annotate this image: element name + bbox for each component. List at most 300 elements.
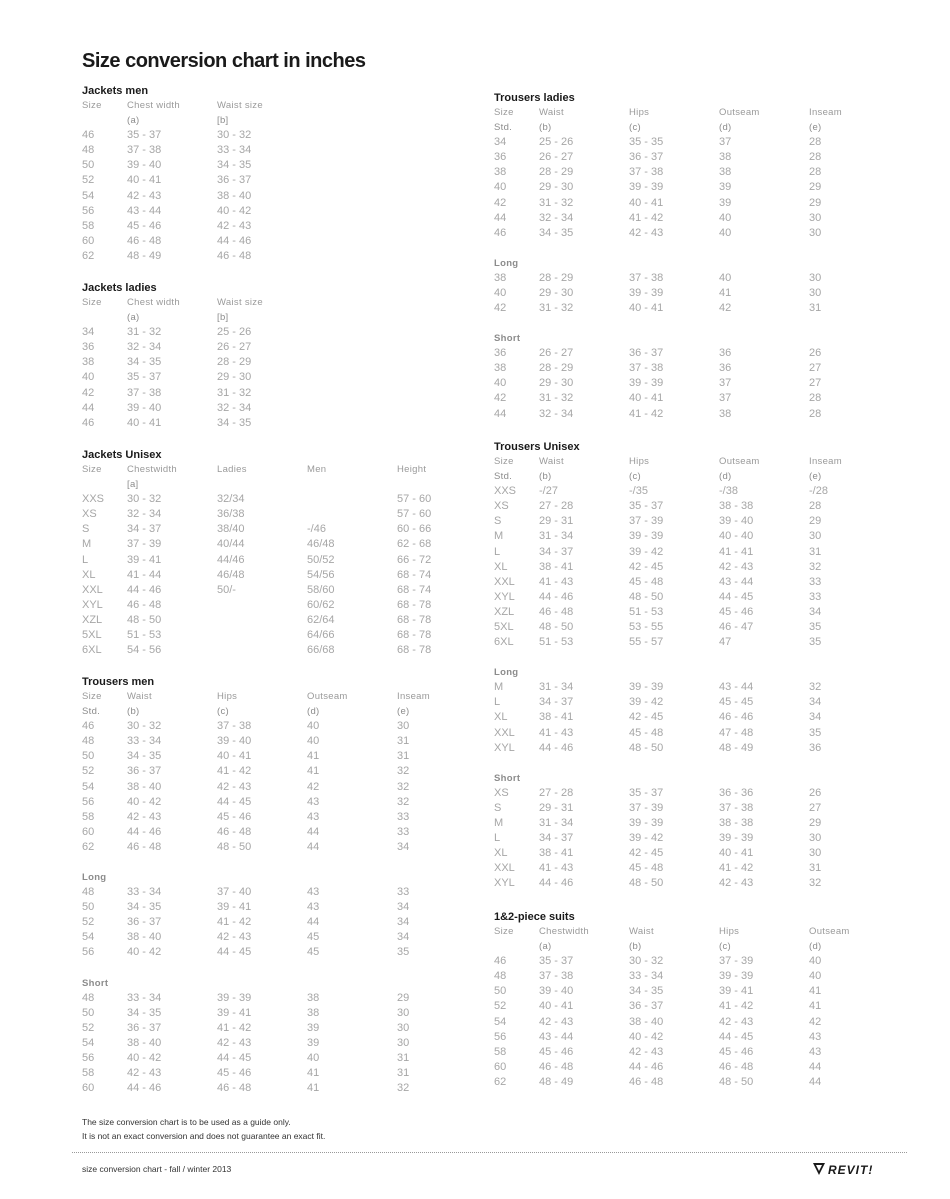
table-cell: 29 (397, 991, 410, 1004)
table-cell: 28 - 29 (539, 362, 574, 375)
table-cell: 29 - 30 (539, 181, 574, 194)
table-row (82, 795, 462, 810)
table-cell: 30 - 32 (629, 955, 664, 968)
table-cell: 50/- (217, 583, 236, 596)
table-cell: 44 (809, 1075, 822, 1088)
table-cell: 40 - 42 (127, 1051, 162, 1064)
table-cell: 44 (809, 1060, 822, 1073)
table-cell: 32 (809, 877, 822, 890)
table-cell: 34 (397, 901, 410, 914)
table-cell: 28 - 29 (539, 166, 574, 179)
table-cell: 38 (494, 271, 507, 284)
table-cell: 36/38 (217, 508, 245, 521)
table-cell: 41 (307, 750, 320, 763)
table-cell: 41 (809, 1000, 822, 1013)
table-cell: 36 - 36 (719, 786, 754, 799)
table-cell: 52 (82, 1021, 95, 1034)
table-row (82, 189, 462, 204)
table-row (82, 764, 462, 779)
table-cell: M (494, 530, 504, 543)
table-cell: 56 (82, 1051, 95, 1064)
table-cell: 43 (809, 1045, 822, 1058)
table-cell: 44 - 45 (719, 590, 754, 603)
table-row (82, 945, 462, 960)
table-cell: 30 (809, 831, 822, 844)
table-cell: 31 (397, 1066, 410, 1079)
table-cell: 36 - 37 (217, 174, 252, 187)
size-section (494, 910, 914, 1090)
table-cell: XXL (494, 575, 515, 588)
table-cell: 43 (307, 810, 320, 823)
table-cell: 27 (809, 377, 822, 390)
table-cell: 45 - 46 (217, 810, 252, 823)
table-cell: 50/52 (307, 553, 335, 566)
table-row (494, 376, 914, 391)
column-header: Hips (217, 691, 238, 702)
table-cell: 46 (494, 226, 507, 239)
column-header: Outseam (307, 691, 348, 702)
table-row (82, 143, 462, 158)
table-cell: 55 - 57 (629, 636, 664, 649)
section-title: Trousers men (82, 676, 155, 688)
table-cell: 37 - 38 (127, 144, 162, 157)
column-header: Outseam (719, 456, 760, 467)
table-cell: 39 - 39 (719, 970, 754, 983)
table-row (494, 1030, 914, 1045)
table-cell: 28 (809, 392, 822, 405)
table-row (494, 831, 914, 846)
table-row (82, 810, 462, 825)
table-cell: 30 (397, 1036, 410, 1049)
table-cell: 30 (809, 286, 822, 299)
table-cell: 39 - 42 (629, 831, 664, 844)
table-cell: 40 - 41 (539, 1000, 574, 1013)
table-cell: 54/56 (307, 568, 335, 581)
column-header: Chestwidth (127, 464, 177, 475)
table-cell: 32 (397, 795, 410, 808)
table-row (82, 825, 462, 840)
column-subheader: (d) (719, 122, 732, 134)
table-cell: 44 (494, 407, 507, 420)
table-cell: 40 - 41 (629, 392, 664, 405)
table-cell: 60 (494, 1060, 507, 1073)
table-cell: 33 - 34 (217, 144, 252, 157)
table-cell: 44 - 46 (539, 741, 574, 754)
table-cell: 54 (82, 780, 95, 793)
table-cell: 40 - 41 (127, 416, 162, 429)
table-cell: 30 (809, 530, 822, 543)
table-cell: 42 - 43 (217, 219, 252, 232)
table-cell: 31 (809, 545, 822, 558)
table-cell: 32 (809, 560, 822, 573)
table-cell: 37 - 38 (629, 271, 664, 284)
table-row (494, 484, 914, 499)
table-cell: M (82, 538, 92, 551)
table-cell: 42 (809, 1015, 822, 1028)
table-cell: 35 (809, 726, 822, 739)
table-cell: 50 (82, 750, 95, 763)
table-cell: 60/62 (307, 598, 335, 611)
table-cell: 31 (809, 862, 822, 875)
table-cell: 41 (307, 765, 320, 778)
table-cell: 68 - 78 (397, 613, 432, 626)
table-cell: 54 - 56 (127, 644, 162, 657)
table-cell: 45 - 48 (629, 862, 664, 875)
table-cell: 47 (719, 636, 732, 649)
column-subheader (82, 310, 127, 325)
column-header: Waist (629, 926, 654, 937)
column-subheader: (b) (629, 941, 642, 953)
table-cell: L (494, 831, 501, 844)
table-cell: 43 (809, 1030, 822, 1043)
table-cell: 32 (397, 765, 410, 778)
table-cell: 26 - 27 (539, 151, 574, 164)
table-cell: S (494, 801, 502, 814)
table-row (494, 226, 914, 241)
table-row (494, 695, 914, 710)
table-cell: 48 (494, 970, 507, 983)
table-row (494, 361, 914, 376)
table-cell: 31 - 34 (539, 816, 574, 829)
table-cell: 34 (809, 605, 822, 618)
table-cell: 36 - 37 (127, 765, 162, 778)
table-row (494, 786, 914, 801)
table-cell: 38 (719, 151, 732, 164)
table-row (82, 128, 462, 143)
table-cell: 46 (82, 720, 95, 733)
table-cell: 28 (809, 500, 822, 513)
table-cell: 42 - 43 (127, 1066, 162, 1079)
table-cell: 29 - 31 (539, 515, 574, 528)
table-cell (217, 613, 307, 628)
table-row (494, 861, 914, 876)
section-title: Jackets Unisex (82, 449, 162, 461)
table-cell: 30 (809, 847, 822, 860)
table-cell: 37 (719, 377, 732, 390)
table-cell: 43 - 44 (539, 1030, 574, 1043)
table-cell: 26 - 27 (217, 341, 252, 354)
table-cell: 30 - 32 (217, 129, 252, 142)
table-cell: -/38 (719, 485, 738, 498)
table-cell: XYL (494, 590, 515, 603)
table-cell: 37 - 39 (629, 515, 664, 528)
table-cell: 43 (307, 886, 320, 899)
table-cell: 6XL (494, 636, 514, 649)
table-cell: 37 - 39 (629, 801, 664, 814)
table-cell: 42 - 45 (629, 847, 664, 860)
group-spacer (82, 961, 462, 976)
group-spacer (494, 650, 914, 665)
column-subheader: (c) (629, 122, 641, 134)
table-cell: 38 - 40 (629, 1015, 664, 1028)
table-cell: 39 - 40 (217, 735, 252, 748)
table-cell: 30 (397, 1006, 410, 1019)
column-header: Size (82, 464, 102, 475)
table-cell: 68 - 78 (397, 598, 432, 611)
table-cell: 41 (719, 286, 732, 299)
table-cell: 52 (494, 1000, 507, 1013)
column-header: Hips (629, 456, 650, 467)
table-cell: 43 - 44 (719, 575, 754, 588)
column-header: Chest width (127, 297, 180, 308)
table-cell: 41 - 44 (127, 568, 162, 581)
logo-text: REVIT! (828, 1163, 874, 1177)
table-cell: 26 (809, 347, 822, 360)
table-cell: 44 (307, 916, 320, 929)
table-cell: 33 - 34 (629, 970, 664, 983)
table-cell: 45 - 46 (539, 1045, 574, 1058)
footer-divider (72, 1152, 907, 1153)
table-cell: 33 (397, 810, 410, 823)
table-cell: 44 (82, 401, 95, 414)
footer-text: size conversion chart - fall / winter 2013 (82, 1164, 232, 1174)
table-cell: 48 - 50 (629, 741, 664, 754)
table-cell: 60 (82, 825, 95, 838)
column-headers (494, 105, 914, 120)
table-row (494, 301, 914, 316)
table-row (494, 391, 914, 406)
table-cell: 40 (307, 720, 320, 733)
table-cell: 25 - 26 (217, 326, 252, 339)
table-cell: 41 - 43 (539, 862, 574, 875)
table-row (494, 726, 914, 741)
table-cell: 56 (82, 795, 95, 808)
table-row (82, 204, 462, 219)
table-cell (217, 628, 307, 643)
column-headers (82, 689, 462, 704)
table-cell: 41 - 43 (539, 726, 574, 739)
table-cell: 34 (397, 931, 410, 944)
table-cell: 34 - 35 (217, 416, 252, 429)
table-cell: 34 (82, 326, 95, 339)
column-header: Chestwidth (539, 926, 589, 937)
column-subheader: (e) (809, 471, 822, 483)
table-cell: 40 (494, 181, 507, 194)
table-cell: 54 (494, 1015, 507, 1028)
column-header: Waist (539, 107, 564, 118)
column-subheader: (b) (539, 471, 552, 483)
table-cell: 38 (719, 407, 732, 420)
table-cell: 40 (809, 970, 822, 983)
group-label: Short (494, 772, 521, 784)
table-cell: 28 (809, 151, 822, 164)
table-cell: 26 (809, 786, 822, 799)
table-cell (217, 643, 307, 658)
table-cell: 28 (809, 136, 822, 149)
table-cell: 53 - 55 (629, 621, 664, 634)
table-cell: 42 - 43 (539, 1015, 574, 1028)
table-row (82, 249, 462, 264)
table-row (494, 407, 914, 422)
table-cell: 31 - 32 (217, 386, 252, 399)
table-cell: 39 - 39 (629, 377, 664, 390)
table-cell: 50 (82, 901, 95, 914)
column-header: Inseam (809, 456, 842, 467)
table-cell: 37 (719, 136, 732, 149)
column-headers (82, 462, 462, 477)
table-row (494, 529, 914, 544)
column-subheaders (82, 310, 462, 325)
table-row (82, 719, 462, 734)
table-cell: 38 (307, 991, 320, 1004)
table-cell: 30 (809, 226, 822, 239)
column-subheader: (d) (307, 706, 320, 718)
column-subheader: (e) (397, 706, 410, 718)
group-label: Long (82, 872, 107, 884)
column-subheader: (a) (539, 941, 552, 953)
table-cell: 30 - 32 (127, 720, 162, 733)
table-cell: 45 - 46 (719, 605, 754, 618)
table-cell: 27 (809, 801, 822, 814)
table-cell: 48 - 49 (539, 1075, 574, 1088)
group-label: Long (494, 667, 519, 679)
table-cell: 32 - 34 (539, 211, 574, 224)
table-cell: 66 - 72 (397, 553, 432, 566)
table-row (82, 1021, 462, 1036)
table-cell: 31 (397, 1051, 410, 1064)
column-subheader (82, 477, 127, 492)
table-cell: 46 - 48 (539, 1060, 574, 1073)
table-cell: 46 - 48 (127, 234, 162, 247)
column-subheader: Std. (494, 122, 513, 134)
table-cell: 38 (307, 1006, 320, 1019)
table-cell: 46/48 (307, 538, 335, 551)
table-cell: 42 (307, 780, 320, 793)
table-cell: 40 (494, 286, 507, 299)
table-cell: 39 - 41 (719, 985, 754, 998)
table-cell: 68 - 74 (397, 583, 432, 596)
table-cell: 40 - 41 (629, 196, 664, 209)
size-section (494, 440, 914, 891)
table-row (82, 1036, 462, 1051)
table-cell: 35 (809, 621, 822, 634)
table-cell: M (494, 816, 504, 829)
table-row (494, 710, 914, 725)
column-subheader: (a) (127, 115, 140, 127)
table-row (82, 340, 462, 355)
table-cell (307, 492, 397, 507)
table-cell: 48 (82, 144, 95, 157)
table-cell: 60 - 66 (397, 523, 432, 536)
table-row (82, 537, 462, 552)
table-cell: 48 - 50 (217, 840, 252, 853)
table-cell: 46 (82, 129, 95, 142)
table-row (494, 605, 914, 620)
table-cell: 46 - 48 (217, 249, 252, 262)
column-header: Size (494, 107, 514, 118)
table-cell: 34 - 35 (629, 985, 664, 998)
table-row (82, 749, 462, 764)
table-cell: XS (82, 508, 97, 521)
table-cell: 42 - 45 (629, 711, 664, 724)
table-cell: 45 - 46 (719, 1045, 754, 1058)
table-cell: 46 - 46 (719, 711, 754, 724)
table-cell: 38 - 40 (217, 189, 252, 202)
table-cell: 44 - 46 (217, 234, 252, 247)
table-row (494, 969, 914, 984)
table-cell: 44 - 46 (127, 825, 162, 838)
table-cell: 36 - 37 (127, 916, 162, 929)
table-cell: 35 (397, 946, 410, 959)
table-cell: 27 - 28 (539, 786, 574, 799)
table-cell: 31 - 32 (539, 392, 574, 405)
table-cell: XL (494, 847, 508, 860)
group-spacer (494, 316, 914, 331)
table-cell: 33 (397, 886, 410, 899)
table-cell: 36 (82, 341, 95, 354)
column-header: Waist (127, 691, 152, 702)
table-cell: L (82, 553, 89, 566)
table-cell: 44 - 45 (217, 946, 252, 959)
table-cell: 46/48 (217, 568, 245, 581)
table-cell: -/46 (307, 523, 326, 536)
table-cell: XYL (82, 598, 103, 611)
table-cell: 40 - 41 (217, 750, 252, 763)
table-cell: 54 (82, 931, 95, 944)
table-cell: 39 - 41 (127, 553, 162, 566)
table-cell: 34 - 35 (217, 159, 252, 172)
column-subheader (397, 477, 487, 492)
table-cell: 31 - 32 (539, 302, 574, 315)
table-cell: 39 - 39 (629, 286, 664, 299)
table-cell: -/27 (539, 485, 558, 498)
column-header: Outseam (809, 926, 850, 937)
table-cell: 33 (809, 575, 822, 588)
column-subheader (307, 477, 397, 492)
table-cell: 39 (719, 196, 732, 209)
table-cell: 44 - 46 (539, 877, 574, 890)
table-cell: 32 (397, 780, 410, 793)
table-cell: 37 - 38 (719, 801, 754, 814)
group-label: Long (494, 257, 519, 269)
table-cell: 34 - 35 (539, 226, 574, 239)
table-cell: L (494, 545, 501, 558)
table-cell: 41 - 42 (217, 765, 252, 778)
table-row (494, 680, 914, 695)
table-cell: 29 (809, 181, 822, 194)
table-cell: 5XL (494, 621, 514, 634)
table-cell: 58 (82, 810, 95, 823)
section-title: Trousers ladies (494, 92, 575, 104)
table-cell: 45 - 45 (719, 696, 754, 709)
table-row (494, 575, 914, 590)
column-subheader: (a) (127, 312, 140, 324)
table-cell: XYL (494, 741, 515, 754)
table-cell: 44/46 (217, 553, 245, 566)
table-cell: 31 - 34 (539, 530, 574, 543)
table-cell: 42 - 43 (127, 189, 162, 202)
table-cell: XS (494, 500, 509, 513)
table-cell: 33 (397, 825, 410, 838)
table-cell (217, 598, 307, 613)
table-cell: 40 (82, 371, 95, 384)
table-cell: 40 - 41 (719, 847, 754, 860)
table-cell: 40 - 41 (629, 302, 664, 315)
table-row (82, 915, 462, 930)
table-row (82, 780, 462, 795)
table-cell: 35 - 35 (629, 136, 664, 149)
table-cell: 28 (809, 166, 822, 179)
table-cell: 40 (494, 377, 507, 390)
table-row (82, 325, 462, 340)
table-cell: 38 - 40 (127, 1036, 162, 1049)
table-cell: 37 - 38 (629, 362, 664, 375)
table-cell: 38 - 41 (539, 711, 574, 724)
table-cell: 32 - 34 (217, 401, 252, 414)
table-cell: 46 (494, 955, 507, 968)
table-cell: 32/34 (217, 493, 245, 506)
table-cell: 39 - 41 (217, 901, 252, 914)
